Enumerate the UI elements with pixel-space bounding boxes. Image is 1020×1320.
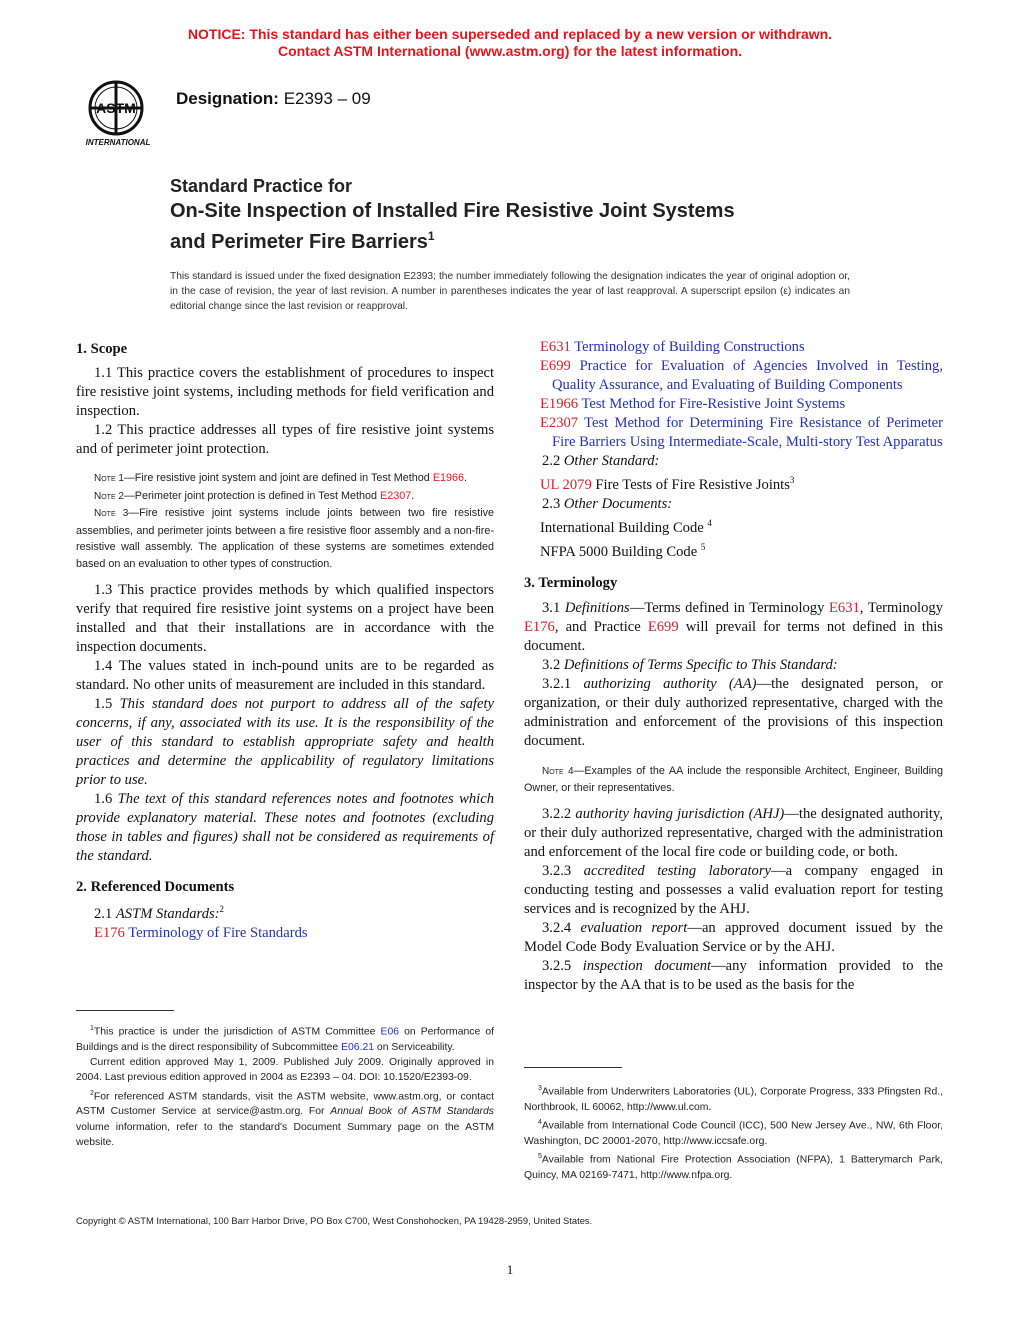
left-column — [76, 340, 494, 943]
section-2-heading: 2. Referenced Documents — [76, 879, 235, 895]
footnote-5: $^5$Available from National Fire Protection Association (NFPA), 1 Batterymarch Park, Quincy, MA 02169-7471, http://www.nfpa.org. — [524, 1153, 943, 1181]
link-e699[interactable]: E699 — [647, 618, 679, 635]
notes-block — [76, 470, 494, 572]
page-number: 1 — [506, 1262, 514, 1277]
para-2-1: 2.1 ASTM Standards:$^2$ — [94, 904, 225, 922]
para-3-1: 3.1 Definitions—Terms defined in Terminology E631, Terminology E176, and Practice E699 will prevail for terms not defined in this document. — [524, 599, 943, 654]
para-1-5: 1.5 This standard does not purport to address all of the safety concerns, if any, associated with its use. It is the responsibility of the user of this standard to establish appropriate safety and health practices and determine the applicability of regulatory limitations prior to use. — [76, 696, 494, 788]
document-title — [170, 174, 735, 255]
section-1-heading: 1. Scope — [76, 341, 128, 357]
para-1-6: 1.6 The text of this standard references notes and footnotes which provide explanatory material. These notes and footnotes (excluding those in tables and figures) shall not be considered as requirements of the standard. — [76, 791, 495, 864]
footnote-2: $^2$For referenced ASTM standards, visit the ASTM website, www.astm.org, or contact ASTM Customer Service at service@astm.org. For Annual Book of ASTM Standards volume information, refer to the standard's Document Summary page on the ASTM website. — [76, 1089, 494, 1149]
link-e631[interactable]: E631 — [829, 599, 860, 616]
footnote-rule-right — [524, 1067, 622, 1068]
link-e1966[interactable]: E1966 — [432, 472, 465, 484]
ref-e631[interactable]: E631 Terminology of Building Constructions — [540, 339, 805, 355]
footnote-rule-left — [76, 1010, 174, 1011]
note-3: Note 3—Fire resistive joint systems include joints between two fire resistive assemblies, and perimeter joints between a fire resistive floor assembly and a non-fire-resistive wall assembly. The application of these systems are sometimes extended based on an evaluation to other types of construction. — [76, 507, 495, 570]
ref-e176-code[interactable]: E176 — [94, 924, 125, 941]
link-e06-21[interactable]: E06.21 — [341, 1041, 375, 1053]
ref-e176-title[interactable]: Terminology of Fire Standards — [128, 924, 308, 941]
para-3-2-5: 3.2.5 inspection document—any information provided to the inspector by the AA that is to be used as the basis for the — [524, 957, 944, 993]
title-line-3: and Perimeter Fire Barriers$^1$ — [170, 229, 435, 253]
title-footnote-mark[interactable]: 1 — [427, 229, 435, 243]
designation-number: E2393 – 09 — [283, 89, 371, 108]
para-3-2-2: 3.2.2 authority having jurisdiction (AHJ)—the designated authority, or their duly authorized representative, charged with the administration and enforcement of the local fire code or building code, or both. — [524, 805, 943, 860]
para-1-1: 1.1 This practice covers the establishment of procedures to inspect fire resistive joint systems, including methods for field verification and inspection. — [76, 365, 494, 419]
title-line-1: Standard Practice for — [170, 176, 353, 196]
para-2-3: 2.3 Other Documents: — [542, 495, 673, 512]
para-1-4: 1.4 The values stated in inch-pound units are to be regarded as standard. No other units of measurement are included in this standard. — [76, 658, 494, 693]
designation-intro: This standard is issued under the fixed designation E2393; the number immediately following the designation indicates the year of original adoption or, in the case of revision, the year of last revision. A number in parentheses indicates the year of last reapproval. A superscript epsilon (ε) indicates an editorial change since the last revision or reapproval. — [170, 271, 850, 312]
ref-e1966[interactable]: E1966 Test Method for Fire-Resistive Joint Systems — [540, 396, 846, 412]
footnotes-right — [524, 1081, 943, 1183]
logo-subtext: INTERNATIONAL — [85, 138, 151, 147]
astm-logo — [76, 74, 162, 148]
footnote-4: $^4$Available from International Code Council (ICC), 500 New Jersey Ave., NW, 6th Floor, Washington, DC 20001-2070, http://www.iccsafe.org. — [524, 1119, 943, 1147]
doc-nfpa: NFPA 5000 Building Code $^5$ — [540, 541, 706, 560]
para-1-3: 1.3 This practice provides methods by which qualified inspectors verify that required fire resistive joint systems on a project have been installed and that their installations are in accordance with the inspection documents. — [76, 582, 494, 655]
ref-e699[interactable]: E699 Practice for Evaluation of Agencies Involved in Testing, Quality Assurance, and Evaluating of Building Components — [540, 358, 943, 393]
section-3-heading: 3. Terminology — [524, 574, 618, 591]
footnote-1-edition: Current edition approved May 1, 2009. Published July 2009. Originally approved in 2004. Last previous edition approved in 2004 as E2393 – 04. DOI: 10.1520/E2393-09. — [76, 1057, 494, 1084]
astm-logo-icon — [76, 74, 162, 148]
note-1: Note 1—Fire resistive joint system and joint are defined in Test Method E1966. — [94, 472, 468, 484]
doc-ibc: International Building Code $^4$ — [540, 517, 712, 536]
footnote-3: $^3$Available from Underwriters Laboratories (UL), Corporate Progress, 333 Pfingsten Rd., Northbrook, IL 60062, http://www.ul.com. — [524, 1085, 943, 1113]
link-e06[interactable]: E06 — [380, 1026, 400, 1038]
withdrawal-notice — [0, 26, 1020, 60]
logo-text: ASTM — [96, 100, 136, 116]
ref-ul2079[interactable]: UL 2079 Fire Tests of Fire Resistive Joints$^3$ — [540, 475, 795, 493]
para-3-2-1: 3.2.1 authorizing authority (AA)—the designated person, or organization, or their duly authorized representative, charged with the administration and enforcement of the provisions of this inspection document. — [524, 675, 943, 749]
designation — [176, 89, 371, 109]
designation-label: Designation: — [176, 89, 279, 108]
para-3-2-3: 3.2.3 accredited testing laboratory—a company engaged in conducting testing and possesses a valid evaluation report for testing services and is recognized by the AHJ. — [524, 862, 943, 917]
ref-e2307[interactable]: E2307 Test Method for Determining Fire Resistance of Perimeter Fire Barriers Using Intermediate-Scale, Multi-story Test Apparatus — [540, 415, 943, 450]
note-4: Note 4—Examples of the AA include the responsible Architect, Engineer, Building Owner, or their representatives. — [524, 764, 944, 795]
link-e2307[interactable]: E2307 — [380, 489, 412, 502]
footnotes-left — [76, 1021, 494, 1150]
notice-line-2: Contact ASTM International (www.astm.org) for the latest information. — [277, 43, 743, 59]
ref-e176[interactable] — [76, 924, 494, 943]
para-2-2: 2.2 Other Standard: — [542, 453, 660, 469]
footnote-1: $^1$This practice is under the jurisdiction of ASTM Committee E06 on Performance of Buildings and is the direct responsibility of Subcommittee E06.21 on Serviceability. — [76, 1025, 494, 1053]
copyright-line: Copyright © ASTM International, 100 Barr Harbor Drive, PO Box C700, West Conshohocken, PA 19428-2959, United States. — [76, 1215, 593, 1226]
title-line-2: On-Site Inspection of Installed Fire Resistive Joint Systems — [170, 200, 735, 222]
link-e176[interactable]: E176 — [524, 618, 555, 635]
para-3-2: 3.2 Definitions of Terms Specific to This Standard: — [542, 656, 838, 673]
note-2: Note 2—Perimeter joint protection is defined in Test Method E2307. — [94, 489, 415, 502]
right-column — [524, 338, 943, 995]
notice-line-1: NOTICE: This standard has either been superseded and replaced by a new version or withdrawn. — [187, 26, 833, 42]
para-1-2: 1.2 This practice addresses all types of fire resistive joint systems and of perimeter joint protection. — [76, 422, 494, 457]
para-3-2-4: 3.2.4 evaluation report—an approved document issued by the Model Code Body Evaluation Service or by the AHJ. — [524, 919, 943, 955]
